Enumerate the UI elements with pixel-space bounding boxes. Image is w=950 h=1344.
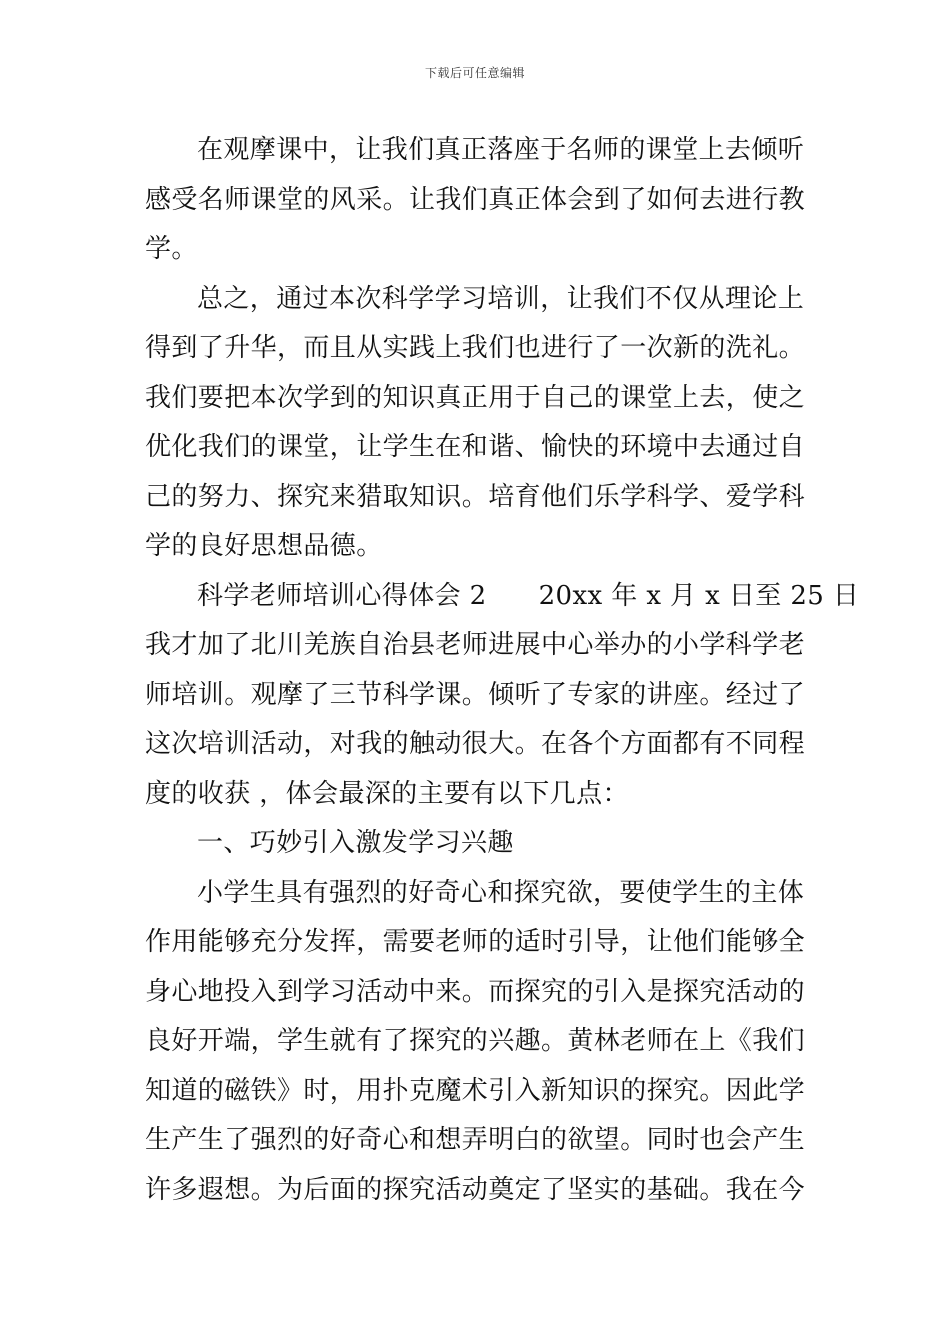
text-line: 生产生了强烈的好奇心和想弄明白的欲望。同时也会产生 <box>145 1125 806 1155</box>
text-line: 优化我们的课堂，让学生在和谐、愉快的环境中去通过自 <box>145 432 806 462</box>
text-line: 科学老师培训心得体会 2 20xx 年 x 月 x 日至 25 日 <box>197 580 860 611</box>
section-heading: 一、巧妙引入激发学习兴趣 <box>197 828 514 858</box>
text-line: 身心地投入到学习活动中来。而探究的引入是探究活动的 <box>145 976 806 1007</box>
text-line: 学的良好思想品德。 <box>145 531 383 561</box>
text-line: 我们要把本次学到的知识真正用于自己的课堂上去，使之 <box>145 382 806 413</box>
text-line: 度的收获 ，体会最深的主要有以下几点： <box>145 778 629 809</box>
text-line: 我才加了北川羌族自治县老师进展中心举办的小学科学老 <box>145 630 806 660</box>
text-line: 得到了升华，而且从实践上我们也进行了一次新的洗礼。 <box>145 333 806 363</box>
document-body <box>145 126 860 1215</box>
page-header-note: 下载后可任意编辑 <box>424 66 525 80</box>
text-line: 感受名师课堂的风采。让我们真正体会到了如何去进行教 <box>145 184 806 215</box>
text-line: 师培训。观摩了三节科学课。倾听了专家的讲座。经过了 <box>145 679 806 710</box>
text-line: 许多遐想。为后面的探究活动奠定了坚实的基础。我在今 <box>145 1174 806 1205</box>
text-line: 学。 <box>145 234 198 264</box>
text-line: 这次培训活动，对我的触动很大。在各个方面都有不同程 <box>145 729 806 759</box>
text-line: 在观摩课中，让我们真正落座于名师的课堂上去倾听 <box>197 135 805 165</box>
text-line: 小学生具有强烈的好奇心和探究欲，要使学生的主体 <box>197 877 805 908</box>
text-line: 良好开端，学生就有了探究的兴趣。黄林老师在上《我们 <box>145 1026 806 1056</box>
text-line: 作用能够充分发挥，需要老师的适时引导，让他们能够全 <box>145 927 806 957</box>
text-line: 总之，通过本次科学学习培训，让我们不仅从理论上 <box>197 283 805 314</box>
text-line: 己的努力、探究来猎取知识。培育他们乐学科学、爱学科 <box>145 481 806 512</box>
text-line: 知道的磁铁》时，用扑克魔术引入新知识的探究。因此学 <box>145 1075 806 1106</box>
